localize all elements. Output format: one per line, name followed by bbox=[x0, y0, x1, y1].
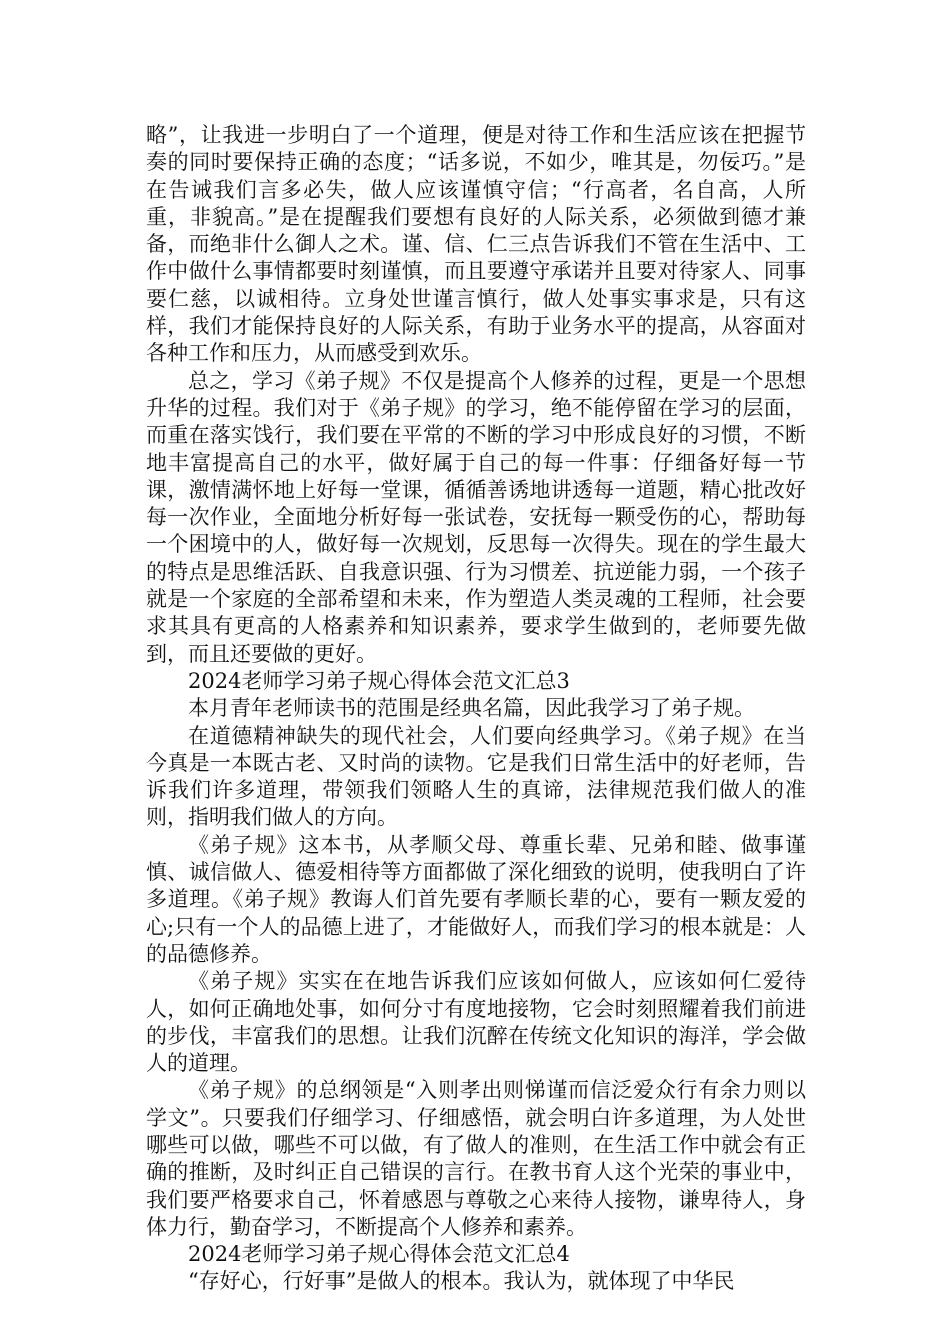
paragraph-5: 《弟子规》这本书，从孝顺父母、尊重长辈、兄弟和睦、做事谨慎、诚信做人、德爱相待等方面都做了深化细致的说明，使我明白了许多道理。《弟子规》教诲人们首先要有孝顺长辈的心，要有一颗友爱的心;只有一个人的品德上进了，才能做好人，而我们学习的根本就是：人的品德修养。 bbox=[146, 832, 806, 966]
paragraph-8: “存好心，行好事”是做人的根本。我认为，就体现了中华民 bbox=[188, 1269, 735, 1294]
document-page bbox=[146, 122, 806, 1296]
paragraph-1: 略”，让我进一步明白了一个道理，便是对待工作和生活应该在把握节奏的同时要保持正确的态度；“话多说，不如少，唯其是，勿佞巧。”是在告诫我们言多必失，做人应该谨慎守信；“行高者，名自高，人所重，非貌高。”是在提醒我们要想有良好的人际关系，必须做到德才兼备，而绝非什么御人之术。谨、信、仁三点告诉我们不管在生活中、工作中做什么事情都要时刻谨慎，而且要遵守承诺并且要对待家人、同事要仁慈，以诚相待。立身处世谨言慎行，做人处事实事求是，只有这样，我们才能保持良好的人际关系，有助于业务水平的提高，从容面对各种工作和压力，从而感受到欢乐。 bbox=[146, 123, 806, 366]
paragraph-6: 《弟子规》实实在在地告诉我们应该如何做人，应该如何仁爱待人，如何正确地处事，如何分寸有度地接物，它会时刻照耀着我们前进的步伐，丰富我们的思想。让我们沉醉在传统文化知识的海洋，学会做人的道理。 bbox=[146, 969, 806, 1076]
paragraph-4: 在道德精神缺失的现代社会，人们要向经典学习。《弟子规》在当今真是一本既古老、又时尚的读物。它是我们日常生活中的好老师，告诉我们许多道理，带领我们领略人生的真谛，法律规范我们做人的准则，指明我们做人的方向。 bbox=[146, 723, 806, 830]
paragraph-2: 总之，学习《弟子规》不仅是提高个人修养的过程，更是一个思想升华的过程。我们对于《弟子规》的学习，绝不能停留在学习的层面，而重在落实饯行，我们要在平常的不断的学习中形成良好的习惯，不断地丰富提高自己的水平，做好属于自己的每一件事：仔细备好每一节课，激情满怀地上好每一堂课，循循善诱地讲透每一道题，精心批改好每一次作业，全面地分析好每一张试卷，安抚每一颗受伤的心，帮助每一个困境中的人，做好每一次规划，反思每一次得失。现在的学生最大的特点是思维活跃、自我意识强、行为习惯差、抗逆能力弱，一个孩子就是一个家庭的全部希望和未来，作为塑造人类灵魂的工程师，社会要求其具有更高的人格素养和知识素养，要求学生做到的，老师要先做到，而且还要做的更好。 bbox=[146, 368, 806, 666]
paragraph-7: 《弟子规》的总纲领是“入则孝出则悌谨而信泛爱众行有余力则以学文”。只要我们仔细学习、仔细感悟，就会明白许多道理，为人处世哪些可以做，哪些不可以做，有了做人的准则，在生活工作中就会有正确的推断，及时纠正自己错误的言行。在教书育人这个光荣的事业中，我们要严格要求自己，怀着感恩与尊敬之心来待人接物，谦卑待人，身体力行，勤奋学习，不断提高个人修养和素养。 bbox=[146, 1078, 806, 1239]
section-heading-4: 2024老师学习弟子规心得体会范文汇总4 bbox=[188, 1242, 570, 1267]
paragraph-3: 本月青年老师读书的范围是经典名篇，因此我学习了弟子规。 bbox=[188, 696, 755, 721]
section-heading-3: 2024老师学习弟子规心得体会范文汇总3 bbox=[188, 668, 570, 693]
